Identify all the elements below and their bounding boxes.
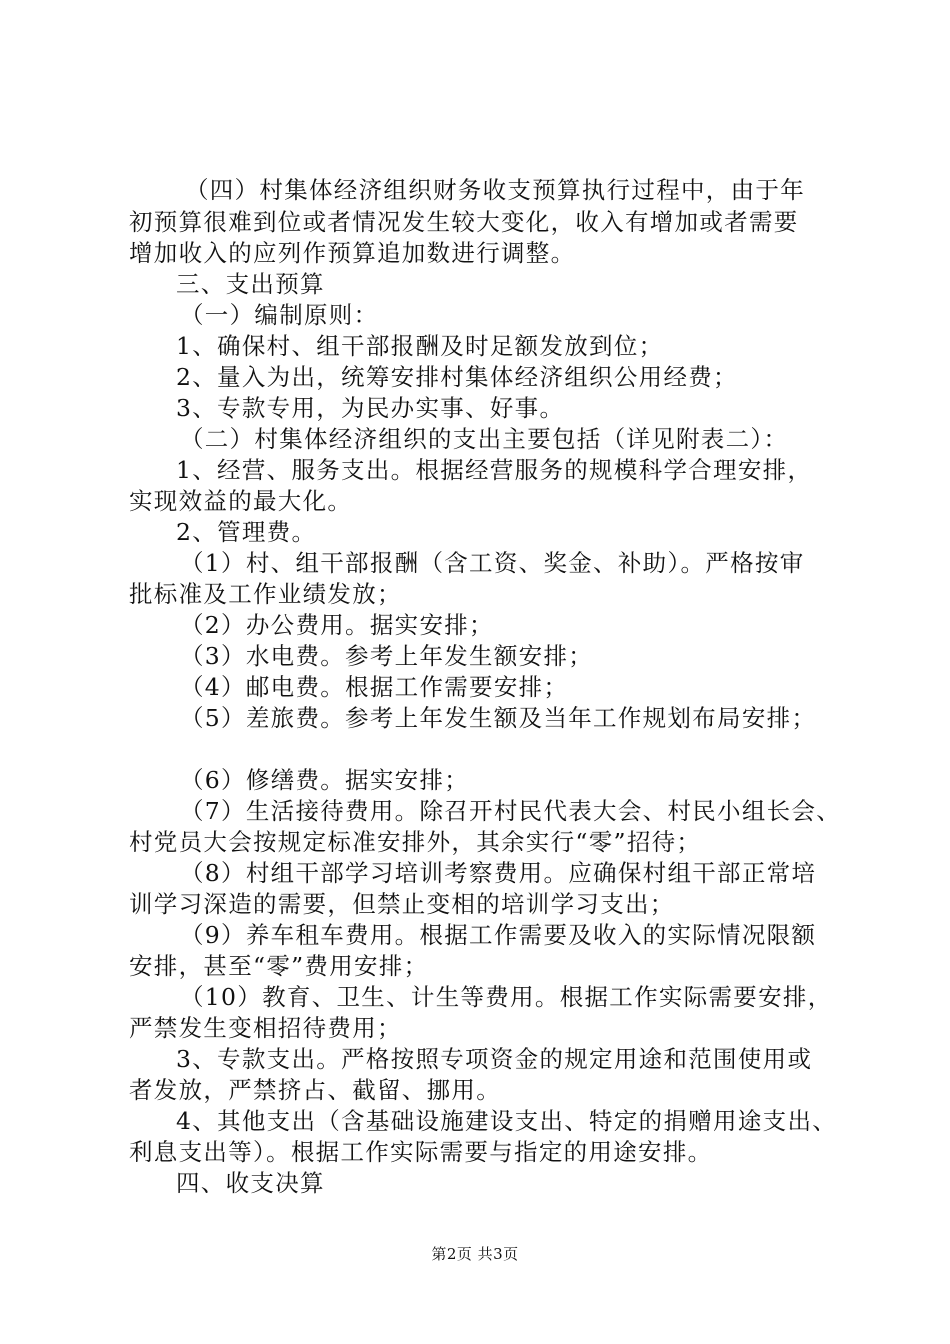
text-line: 4、其他支出（含基础设施建设支出、特定的捐赠用途支出、 [176, 1107, 838, 1135]
text-line: （4）邮电费。根据工作需要安排； [180, 673, 569, 701]
text-line: 3、专款专用，为民办实事、好事。 [176, 394, 565, 422]
section-heading: 四、收支决算 [176, 1169, 325, 1197]
text-line: （四）村集体经济组织财务收支预算执行过程中，由于年 [185, 176, 805, 204]
text-line: 2、管理费。 [176, 518, 317, 546]
text-line: （10）教育、卫生、计生等费用。根据工作实际需要安排， [180, 983, 833, 1011]
text-line: 1、确保村、组干部报酬及时足额发放到位； [176, 332, 664, 360]
page-number-footer: 第2页 共3页 [431, 1245, 519, 1263]
text-line: 实现效益的最大化。 [129, 487, 353, 515]
text-line: 者发放，严禁挤占、截留、挪用。 [129, 1076, 501, 1104]
text-line: 2、量入为出，统筹安排村集体经济组织公用经费； [176, 363, 738, 391]
text-line: 初预算很难到位或者情况发生较大变化，收入有增加或者需要 [129, 208, 799, 236]
section-heading: 三、支出预算 [176, 270, 325, 298]
text-line: 严禁发生变相招待费用； [129, 1014, 402, 1042]
text-line: 1、经营、服务支出。根据经营服务的规模科学合理安排， [176, 456, 813, 484]
text-line: （6）修缮费。据实安排； [180, 766, 470, 794]
text-line: （二）村集体经济组织的支出主要包括（详见附表二）： [180, 425, 789, 453]
text-line: （2）办公费用。据实安排； [180, 611, 494, 639]
text-line: 安排，甚至“零”费用安排； [129, 952, 429, 980]
text-line: 增加收入的应列作预算追加数进行调整。 [129, 239, 576, 267]
text-line: 利息支出等）。根据工作实际需要与指定的用途安排。 [129, 1138, 713, 1166]
text-line: （一）编制原则： [180, 301, 379, 329]
text-line: （5）差旅费。参考上年发生额及当年工作规划布局安排； [180, 704, 817, 732]
text-line: （1）村、组干部报酬（含工资、奖金、补助）。严格按审 [180, 549, 805, 577]
text-line: （9）养车租车费用。根据工作需要及收入的实际情况限额 [180, 921, 817, 949]
text-line: 村党员大会按规定标准安排外，其余实行“零”招待； [129, 828, 702, 856]
text-line: 批标准及工作业绩发放； [129, 580, 402, 608]
text-line: 3、专款支出。严格按照专项资金的规定用途和范围使用或 [176, 1045, 813, 1073]
text-line: （3）水电费。参考上年发生额安排； [180, 642, 594, 670]
text-line: （7）生活接待费用。除召开村民代表大会、村民小组长会、 [180, 797, 842, 825]
text-line: （8）村组干部学习培训考察费用。应确保村组干部正常培 [180, 859, 817, 887]
text-line: 训学习深造的需要，但禁止变相的培训学习支出； [129, 890, 675, 918]
